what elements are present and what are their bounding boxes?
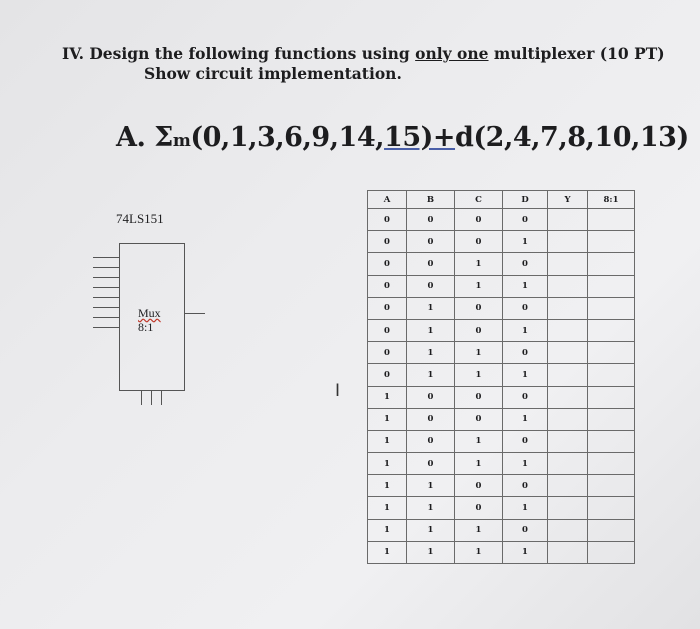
table-cell: 0: [368, 231, 407, 253]
table-cell[interactable]: [548, 342, 588, 364]
table-row: [368, 275, 635, 297]
expr-sub: m: [172, 131, 191, 151]
table-row: [368, 475, 635, 497]
table-row: [368, 209, 635, 231]
mux-input-pin: [93, 307, 119, 308]
table-cell: 0: [455, 408, 503, 430]
table-cell[interactable]: [588, 541, 635, 563]
table-cell[interactable]: [588, 364, 635, 386]
table-cell[interactable]: [588, 209, 635, 231]
expr-part3: d(2,4,7,8,10,13): [455, 122, 689, 153]
table-cell: 0: [368, 275, 407, 297]
table-cell[interactable]: [548, 253, 588, 275]
table-header-row: [368, 191, 635, 209]
table-cell: 1: [503, 364, 548, 386]
table-cell: 0: [455, 319, 503, 341]
mux-select-pin: [141, 391, 142, 405]
table-cell: 1: [407, 342, 455, 364]
table-cell[interactable]: [548, 275, 588, 297]
table-cell: 0: [503, 297, 548, 319]
table-row: [368, 231, 635, 253]
heading-prefix: IV. Design the following functions using: [62, 44, 416, 63]
table-cell: 1: [455, 541, 503, 563]
table-cell: 1: [455, 342, 503, 364]
table-cell: 0: [455, 475, 503, 497]
table-row: [368, 342, 635, 364]
expr-part2: (0,1,3,6,9,14,: [190, 122, 385, 153]
text-cursor-icon: I: [335, 381, 341, 401]
table-cell: 1: [368, 408, 407, 430]
table-cell: 0: [368, 342, 407, 364]
mux-select-pin: [151, 391, 152, 405]
table-cell[interactable]: [548, 430, 588, 452]
table-cell: 1: [503, 541, 548, 563]
table-cell: 1: [503, 408, 548, 430]
mux-input-pin: [93, 277, 119, 278]
table-cell[interactable]: [548, 386, 588, 408]
mux-input-pin: [93, 327, 119, 328]
header-c: C: [455, 191, 503, 209]
mux-symbol: [119, 243, 185, 391]
table-cell: 1: [407, 364, 455, 386]
table-cell[interactable]: [588, 231, 635, 253]
table-cell: 0: [455, 297, 503, 319]
question-heading: [62, 44, 665, 84]
table-cell: 0: [503, 386, 548, 408]
table-cell: 0: [455, 231, 503, 253]
table-cell: 0: [455, 209, 503, 231]
table-cell[interactable]: [548, 497, 588, 519]
table-cell[interactable]: [588, 253, 635, 275]
table-cell: 0: [407, 430, 455, 452]
table-cell[interactable]: [588, 275, 635, 297]
header-mux: 8:1: [588, 191, 635, 209]
mux-text: [138, 306, 161, 334]
table-cell: 1: [503, 319, 548, 341]
mux-line2: 8:1: [138, 320, 154, 334]
table-cell: 1: [503, 231, 548, 253]
expr-part1: A. Σ: [116, 122, 173, 153]
table-cell: 0: [368, 209, 407, 231]
table-cell: 0: [503, 475, 548, 497]
mux-input-pin: [93, 287, 119, 288]
table-cell[interactable]: [588, 408, 635, 430]
table-cell: 0: [503, 430, 548, 452]
table-cell: 0: [407, 386, 455, 408]
mux-output-pin: [185, 313, 205, 314]
function-expression: [116, 122, 689, 153]
table-cell: 0: [503, 519, 548, 541]
table-cell[interactable]: [588, 497, 635, 519]
mux-input-pin: [93, 257, 119, 258]
heading-line2: Show circuit implementation.: [144, 64, 402, 83]
table-cell[interactable]: [548, 231, 588, 253]
table-row: [368, 497, 635, 519]
table-cell[interactable]: [588, 297, 635, 319]
table-cell: 1: [455, 253, 503, 275]
table-cell: 0: [368, 364, 407, 386]
table-cell: 1: [455, 430, 503, 452]
table-cell: 0: [407, 231, 455, 253]
table-cell[interactable]: [588, 453, 635, 475]
table-cell: 0: [503, 209, 548, 231]
table-cell[interactable]: [588, 430, 635, 452]
table-cell[interactable]: [548, 453, 588, 475]
table-row: [368, 319, 635, 341]
table-cell: 0: [503, 253, 548, 275]
mux-line1: Mux: [138, 306, 161, 320]
table-cell: 1: [455, 519, 503, 541]
table-cell: 1: [368, 386, 407, 408]
table-cell[interactable]: [588, 386, 635, 408]
table-cell: 0: [407, 253, 455, 275]
table-cell[interactable]: [588, 475, 635, 497]
mux-input-pin: [93, 267, 119, 268]
table-cell: 1: [368, 519, 407, 541]
table-cell[interactable]: [548, 364, 588, 386]
truth-table: [367, 190, 635, 564]
table-cell: 1: [503, 453, 548, 475]
table-cell: 1: [503, 497, 548, 519]
table-cell: 0: [368, 253, 407, 275]
table-row: [368, 541, 635, 563]
heading-underlined: only one: [415, 44, 489, 63]
table-cell: 1: [368, 453, 407, 475]
table-cell[interactable]: [548, 297, 588, 319]
table-cell: 0: [503, 342, 548, 364]
table-cell: 1: [368, 541, 407, 563]
header-d: D: [503, 191, 548, 209]
table-cell: 1: [503, 275, 548, 297]
mux-input-pin: [93, 297, 119, 298]
table-row: [368, 430, 635, 452]
table-cell: 1: [368, 497, 407, 519]
header-y: Y: [548, 191, 588, 209]
header-a: A: [368, 191, 407, 209]
expr-underlined: 15)+: [384, 122, 456, 153]
table-cell[interactable]: [548, 475, 588, 497]
table-row: [368, 386, 635, 408]
table-row: [368, 297, 635, 319]
table-cell: 0: [407, 453, 455, 475]
table-cell: 1: [455, 275, 503, 297]
table-cell: 1: [407, 541, 455, 563]
table-cell[interactable]: [548, 209, 588, 231]
table-cell[interactable]: [588, 342, 635, 364]
table-row: [368, 519, 635, 541]
table-cell: 1: [407, 475, 455, 497]
table-cell: 0: [407, 275, 455, 297]
table-cell: 1: [407, 519, 455, 541]
mux-input-pin: [93, 317, 119, 318]
table-row: [368, 364, 635, 386]
table-cell: 1: [455, 364, 503, 386]
chip-label: 74LS151: [116, 211, 164, 226]
table-cell: 1: [407, 497, 455, 519]
table-cell: 0: [407, 408, 455, 430]
table-row: [368, 453, 635, 475]
table-cell: 0: [407, 209, 455, 231]
table-cell: 1: [368, 475, 407, 497]
table-cell: 1: [407, 319, 455, 341]
table-cell: 1: [455, 453, 503, 475]
heading-suffix: multiplexer (10 PT): [488, 44, 665, 63]
table-row: [368, 253, 635, 275]
table-cell[interactable]: [548, 541, 588, 563]
table-cell[interactable]: [548, 408, 588, 430]
table-row: [368, 408, 635, 430]
table-cell: 1: [368, 430, 407, 452]
table-cell: 0: [455, 497, 503, 519]
header-b: B: [407, 191, 455, 209]
table-cell[interactable]: [548, 319, 588, 341]
mux-select-pin: [161, 391, 162, 405]
table-cell[interactable]: [588, 519, 635, 541]
table-cell: 1: [407, 297, 455, 319]
table-cell: 0: [455, 386, 503, 408]
table-cell: 0: [368, 319, 407, 341]
table-cell[interactable]: [548, 519, 588, 541]
table-cell[interactable]: [588, 319, 635, 341]
table-cell: 0: [368, 297, 407, 319]
